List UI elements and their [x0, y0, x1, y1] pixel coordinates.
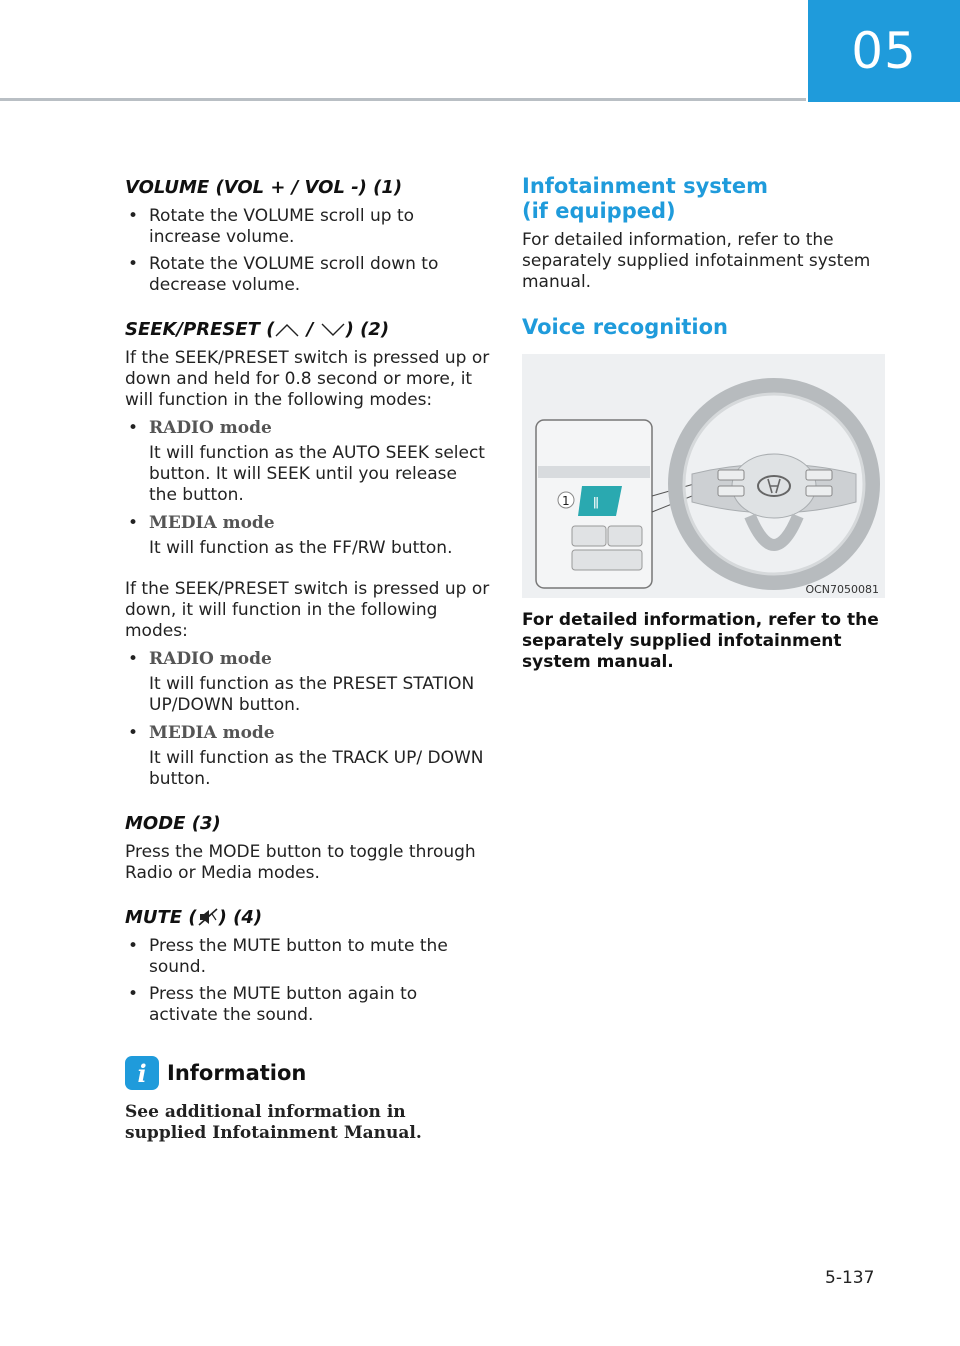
seek-heading-sep: / [300, 319, 320, 340]
seek-intro-1: If the SEEK/PRESET switch is pressed up or down and held for 0.8 second or more, it will function in the following modes: [125, 348, 490, 410]
info-icon: i [125, 1056, 159, 1090]
bullet-text: Press the MUTE button again to activate the sound. [149, 984, 418, 1025]
mute-heading-prefix: MUTE ( [125, 907, 197, 928]
svg-text:ǁ: ǁ [593, 495, 599, 509]
volume-heading: VOLUME (VOL + / VOL -) (1) [125, 177, 403, 198]
chapter-number: 05 [851, 22, 917, 80]
mode-name [125, 417, 490, 439]
mode-description: It will function as the FF/RW button. [149, 538, 453, 558]
chevron-up-icon [274, 322, 300, 338]
bullet-icon: • [128, 723, 139, 743]
mode-description: It will function as the PRESET STATION UP/DOWN button. [149, 674, 475, 715]
bullet-text: Press the MUTE button to mute the sound. [149, 936, 448, 977]
list-item [125, 254, 490, 296]
seek-heading [125, 318, 490, 342]
chapter-tab [808, 0, 960, 102]
bullet-icon: • [128, 984, 139, 1004]
steering-wheel-illustration [522, 354, 885, 598]
left-column [125, 176, 490, 1144]
page-number: 5-137 [825, 1268, 875, 1288]
info-header [125, 1056, 490, 1090]
info-text: See additional information in supplied Infotainment Manual. [125, 1102, 422, 1143]
voice-note: For detailed information, refer to the separately supplied infotainment system manual. [522, 610, 879, 672]
bullet-text: Rotate the VOLUME scroll down to decrease volume. [149, 254, 439, 295]
bullet-icon: • [128, 418, 139, 438]
figure-caption: OCN7050081 [805, 583, 879, 596]
list-item [125, 984, 490, 1026]
mode-label: RADIO mode [149, 418, 272, 438]
list-item [125, 206, 490, 248]
mute-heading [125, 906, 490, 930]
infotainment-text: For detailed information, refer to the separately supplied infotainment system manual. [522, 230, 871, 292]
mode-label: RADIO mode [149, 649, 272, 669]
mode-name [125, 648, 490, 670]
steering-wheel-figure [522, 354, 885, 598]
mode-text: Press the MODE button to toggle through Radio or Media modes. [125, 842, 476, 883]
mode-name [125, 722, 490, 744]
bullet-icon: • [128, 513, 139, 533]
voice-heading: Voice recognition [522, 315, 729, 339]
bullet-text: Rotate the VOLUME scroll up to increase volume. [149, 206, 415, 247]
bullet-icon: • [128, 649, 139, 669]
bullet-icon: • [128, 206, 139, 226]
header-rule [0, 98, 806, 101]
info-title: Information [167, 1061, 307, 1085]
right-column [522, 174, 887, 673]
mode-description: It will function as the TRACK UP/ DOWN button. [149, 748, 484, 789]
infotainment-heading-line1: Infotainment system [522, 174, 768, 198]
mode-label: MEDIA mode [149, 723, 275, 743]
bullet-icon: • [128, 254, 139, 274]
mode-name [125, 512, 490, 534]
infotainment-heading-line2: (if equipped) [522, 199, 676, 223]
seek-intro-2: If the SEEK/PRESET switch is pressed up or down, it will function in the following modes: [125, 579, 490, 641]
mode-description: It will function as the AUTO SEEK select button. It will SEEK until you release the button. [149, 443, 485, 505]
list-item [125, 936, 490, 978]
bullet-icon: • [128, 936, 139, 956]
mute-icon [197, 908, 219, 926]
mode-label: MEDIA mode [149, 513, 275, 533]
chevron-down-icon [320, 322, 346, 338]
mode-heading: MODE (3) [125, 813, 221, 834]
seek-heading-suffix: ) (2) [345, 319, 390, 340]
seek-heading-prefix: SEEK/PRESET ( [125, 319, 275, 340]
figure-callout: 1 [562, 494, 570, 508]
mute-heading-suffix: ) (4) [218, 907, 263, 928]
